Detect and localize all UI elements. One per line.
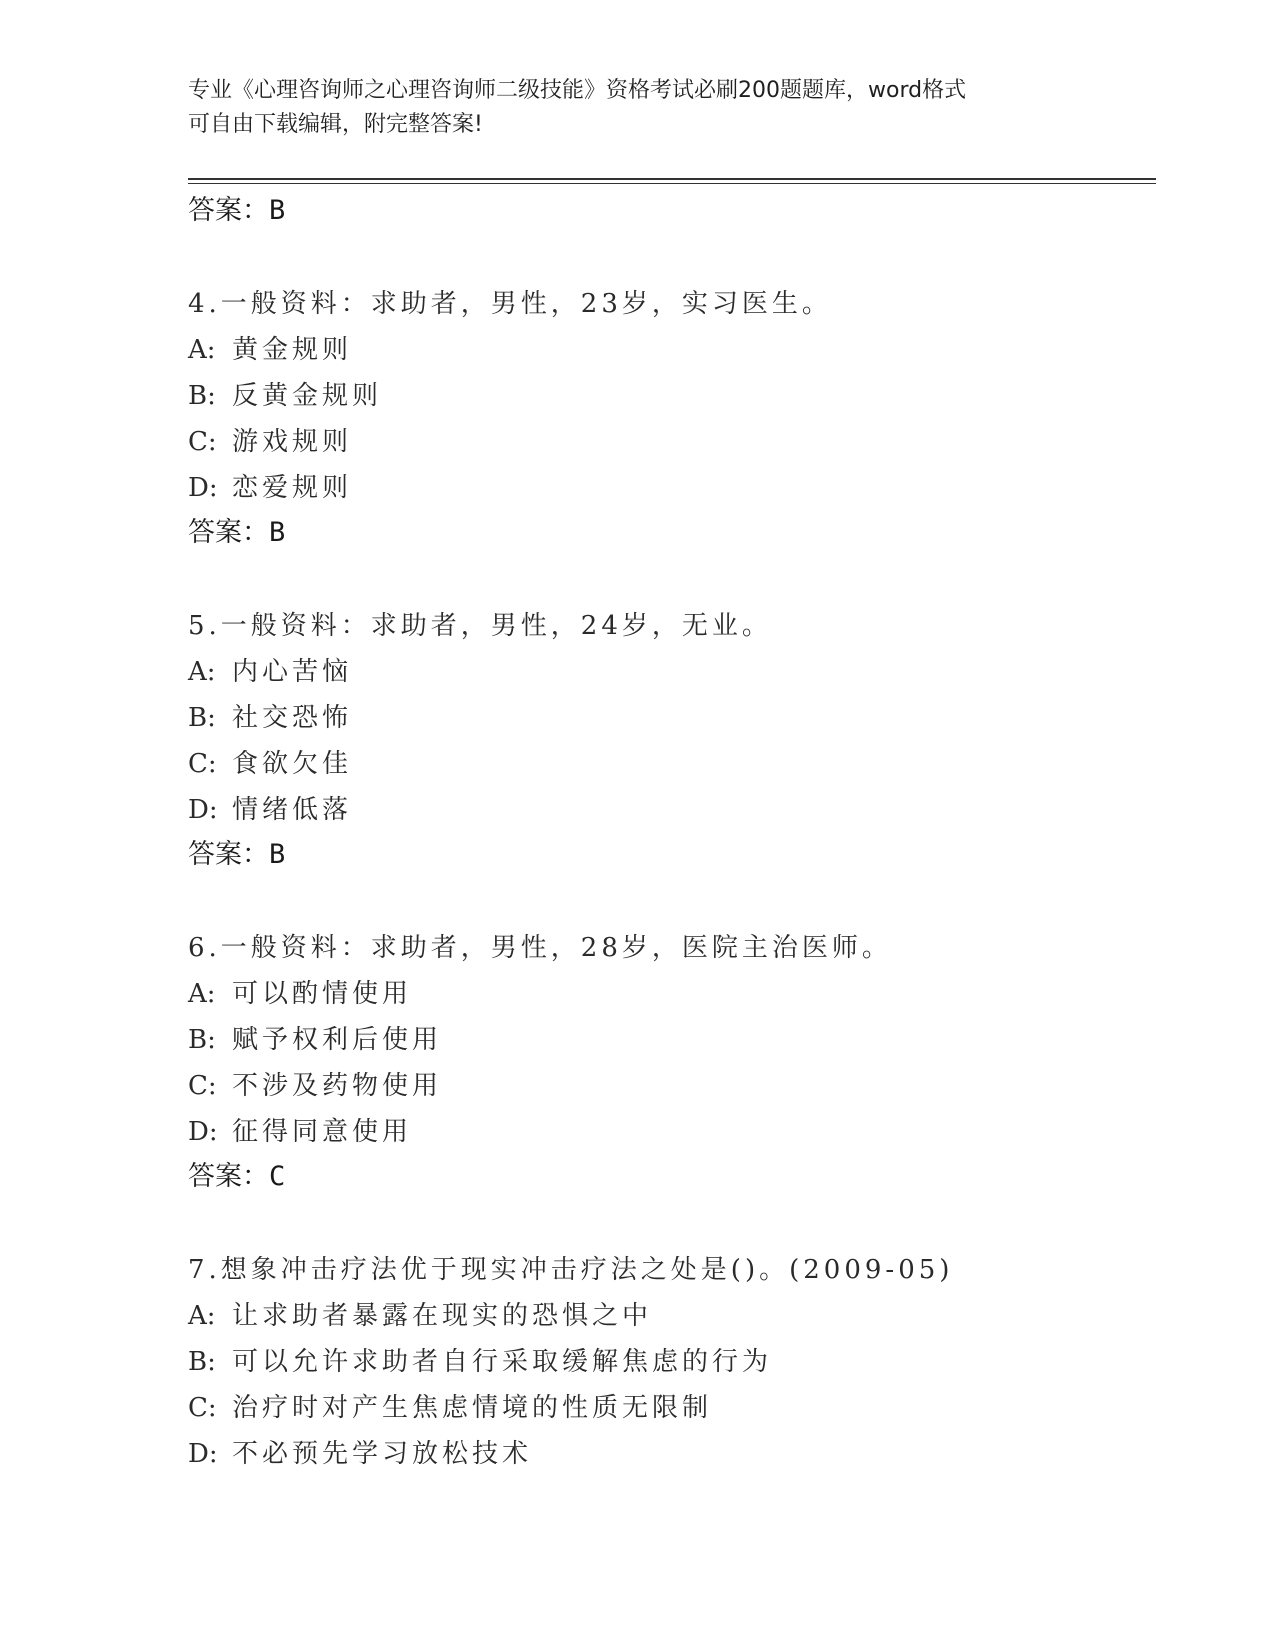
option-letter: D: (188, 1439, 218, 1469)
header-line-2: 可自由下载编辑，附完整答案! (188, 112, 483, 137)
answer-label: 答案： (188, 195, 269, 226)
option-d (188, 1109, 1148, 1155)
option-text: 征得同意使用 (232, 1117, 413, 1147)
question-7 (188, 1247, 1148, 1477)
option-text: 可以酌情使用 (232, 979, 413, 1009)
answer-label: 答案： (188, 517, 269, 548)
question-5 (188, 603, 1148, 877)
question-stem: 4.一般资料：求助者，男性，23岁，实习医生。 (188, 289, 832, 319)
option-text: 情绪低落 (232, 795, 353, 825)
option-a (188, 327, 1148, 373)
answer-label: 答案： (188, 839, 269, 870)
option-letter: A: (188, 657, 216, 687)
answer-label: 答案： (188, 1161, 269, 1192)
option-text: 让求助者暴露在现实的恐惧之中 (232, 1301, 653, 1331)
option-letter: C: (188, 749, 217, 779)
option-text: 食欲欠佳 (232, 749, 353, 779)
option-letter: D: (188, 795, 218, 825)
answer-value: B (269, 517, 286, 548)
option-letter: B: (188, 381, 216, 411)
option-letter: A: (188, 335, 216, 365)
header-rule-thin (188, 183, 1156, 184)
question-stem: 5.一般资料：求助者，男性，24岁，无业。 (188, 611, 772, 641)
option-b (188, 373, 1148, 419)
option-text: 内心苦恼 (232, 657, 353, 687)
answer-line (188, 833, 1148, 877)
answer-value: B (269, 839, 286, 870)
option-text: 社交恐怖 (232, 703, 353, 733)
answer-value: B (269, 195, 286, 226)
option-letter: A: (188, 979, 216, 1009)
question-stem: 7.想象冲击疗法优于现实冲击疗法之处是()。(2009-05) (188, 1255, 954, 1285)
answer-value: C (269, 1161, 286, 1192)
option-a (188, 971, 1148, 1017)
option-text: 黄金规则 (232, 335, 353, 365)
option-b (188, 695, 1148, 741)
option-b (188, 1017, 1148, 1063)
option-letter: C: (188, 1071, 217, 1101)
option-d (188, 787, 1148, 833)
option-d (188, 465, 1148, 511)
option-b (188, 1339, 1148, 1385)
answer-line (188, 511, 1148, 555)
option-text: 恋爱规则 (232, 473, 353, 503)
document-body (188, 189, 1148, 1477)
option-letter: C: (188, 1393, 217, 1423)
option-letter: C: (188, 427, 217, 457)
option-text: 可以允许求助者自行采取缓解焦虑的行为 (232, 1347, 773, 1377)
option-letter: D: (188, 1117, 218, 1147)
answer-line (188, 189, 1148, 233)
option-d (188, 1431, 1148, 1477)
option-text: 赋予权利后使用 (232, 1025, 443, 1055)
question-stem: 6.一般资料：求助者，男性，28岁，医院主治医师。 (188, 933, 892, 963)
option-a (188, 1293, 1148, 1339)
option-text: 治疗时对产生焦虑情境的性质无限制 (232, 1393, 713, 1423)
option-text: 反黄金规则 (232, 381, 383, 411)
option-text: 游戏规则 (232, 427, 353, 457)
document-header (188, 74, 1088, 142)
option-a (188, 649, 1148, 695)
option-letter: B: (188, 1347, 216, 1377)
option-text: 不涉及药物使用 (232, 1071, 443, 1101)
answer-line (188, 1155, 1148, 1199)
header-line-1: 专业《心理咨询师之心理咨询师二级技能》资格考试必刷200题题库，word格式 (188, 78, 967, 103)
option-c (188, 741, 1148, 787)
option-letter: A: (188, 1301, 216, 1331)
option-c (188, 1385, 1148, 1431)
header-rule-thick (188, 178, 1156, 180)
question-6 (188, 925, 1148, 1199)
option-text: 不必预先学习放松技术 (232, 1439, 533, 1469)
option-c (188, 1063, 1148, 1109)
option-letter: B: (188, 1025, 216, 1055)
question-4 (188, 281, 1148, 555)
option-letter: D: (188, 473, 218, 503)
option-letter: B: (188, 703, 216, 733)
option-c (188, 419, 1148, 465)
